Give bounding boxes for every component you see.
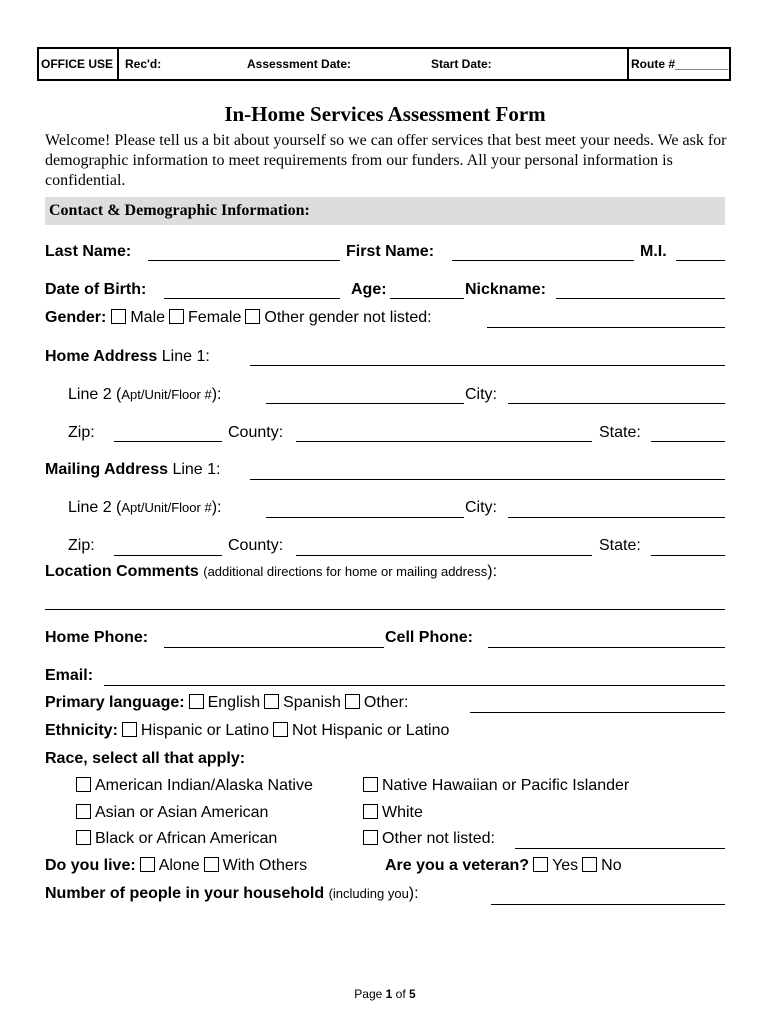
ethnicity-label: Ethnicity: [45,722,118,739]
veteran-label: Are you a veteran? [385,857,530,874]
mailing-zip-field[interactable] [114,555,222,556]
home-state-label: State: [599,424,641,441]
household-end: ): [408,885,419,902]
veteran-yes-checkbox[interactable] [533,857,548,872]
office-fields [119,49,627,79]
race-label: Race, select all that apply: [45,750,246,767]
mailing-state-field[interactable] [651,555,725,556]
do-you-live-label: Do you live: [45,857,136,874]
mailing-county-label: County: [228,537,284,554]
gender-female-label: Female [188,309,242,326]
mailing-city-field[interactable] [508,517,725,518]
veteran-no-label: No [601,857,622,874]
race-other-checkbox[interactable] [363,830,378,845]
mailing-line2-end: ): [211,499,222,516]
race-white-checkbox[interactable] [363,804,378,819]
of-word: of [395,987,406,1001]
race-aian-checkbox[interactable] [76,777,91,792]
race-black-row [72,830,277,848]
race-white-label: White [382,804,423,821]
home-address-label: Home Address [45,348,158,365]
nickname-label: Nickname: [465,281,546,298]
home-phone-field[interactable] [164,647,384,648]
last-name-field[interactable] [148,260,340,261]
mailing-line2-label: Line 2 ( [68,499,122,516]
race-nhpi-checkbox[interactable] [363,777,378,792]
home-county-label: County: [228,424,284,441]
race-nhpi-row [359,777,629,795]
mailing-line2-row [68,499,221,517]
home-address-row [45,348,210,366]
household-label: Number of people in your household [45,885,325,902]
location-comments-field[interactable] [45,609,725,610]
primary-language-row [45,694,408,712]
race-black-label: Black or African American [95,830,278,847]
office-use-table [37,47,731,81]
age-label: Age: [351,281,387,298]
home-phone-label: Home Phone: [45,629,149,646]
location-comments-end: ): [487,563,498,580]
ethnicity-row [45,722,449,740]
nickname-field[interactable] [556,298,725,299]
mailing-line1-label: Line 1: [172,461,221,478]
home-line2-field[interactable] [266,403,464,404]
home-zip-label: Zip: [68,424,95,441]
email-label: Email: [45,667,94,684]
live-row [45,857,307,875]
race-asian-checkbox[interactable] [76,804,91,819]
start-date-label: Start Date: [431,57,492,71]
home-line2-end: ): [211,386,222,403]
race-aian-label: American Indian/Alaska Native [95,777,313,794]
first-name-field[interactable] [452,260,634,261]
gender-row [45,309,432,327]
primary-language-label: Primary language: [45,694,185,711]
last-name-label: Last Name: [45,243,132,260]
live-others-checkbox[interactable] [204,857,219,872]
household-row [45,885,419,903]
mi-field[interactable] [676,260,725,261]
eth-not-hispanic-checkbox[interactable] [273,722,288,737]
section-header: Contact & Demographic Information: [45,197,725,225]
cell-phone-field[interactable] [488,647,725,648]
gender-male-label: Male [130,309,166,326]
home-city-label: City: [465,386,497,403]
live-others-label: With Others [222,857,308,874]
race-other-field[interactable] [515,848,725,849]
location-comments-sub: (additional directions for home or mailing address [203,564,488,579]
eth-hispanic-checkbox[interactable] [122,722,137,737]
veteran-row [385,857,622,875]
mailing-address-label: Mailing Address [45,461,168,478]
home-city-field[interactable] [508,403,725,404]
race-asian-label: Asian or Asian American [95,804,269,821]
page-total: 5 [409,987,416,1001]
lang-english-label: English [207,694,261,711]
home-line2-sub: Apt/Unit/Floor # [121,387,212,402]
page-footer [0,987,770,1001]
mailing-zip-label: Zip: [68,537,95,554]
lang-english-checkbox[interactable] [189,694,204,709]
gender-male-checkbox[interactable] [111,309,126,324]
form-title: In-Home Services Assessment Form [224,102,546,126]
home-county-field[interactable] [296,441,592,442]
home-line1-label: Line 1: [161,348,210,365]
race-other-label: Other not listed: [382,830,495,847]
lang-other-label: Other: [363,694,409,711]
mailing-line2-field[interactable] [266,517,464,518]
veteran-no-checkbox[interactable] [582,857,597,872]
recd-label: Rec'd: [125,57,162,71]
home-line2-label: Line 2 ( [68,386,122,403]
mailing-county-field[interactable] [296,555,592,556]
live-alone-label: Alone [158,857,200,874]
gender-female-checkbox[interactable] [169,309,184,324]
age-field[interactable] [390,298,464,299]
mailing-line2-sub: Apt/Unit/Floor # [121,500,212,515]
assessment-date-label: Assessment Date: [247,57,352,71]
race-other-row [359,830,495,848]
cell-phone-label: Cell Phone: [385,629,474,646]
location-comments-label: Location Comments [45,563,199,580]
veteran-yes-label: Yes [552,857,579,874]
home-state-field[interactable] [651,441,725,442]
race-white-row [359,804,423,822]
mi-label: M.I. [640,243,667,260]
page-word: Page [354,987,383,1001]
lang-spanish-label: Spanish [283,694,341,711]
mailing-line1-field[interactable] [250,479,725,480]
lang-spanish-checkbox[interactable] [264,694,279,709]
gender-label: Gender: [45,309,107,326]
household-sub: (including you [328,886,409,901]
intro-text: Welcome! Please tell us a bit about yourself so we can offer services that best meet your needs. We ask for demographic information to meet requirements from our funders. All your personal information is confidential. [45,132,727,189]
race-aian-row [72,777,313,795]
eth-not-hispanic-label: Not Hispanic or Latino [291,722,450,739]
home-zip-field[interactable] [114,441,222,442]
page-number: 1 [385,987,393,1001]
gender-other-label: Other gender not listed: [264,309,432,326]
gender-other-checkbox[interactable] [245,309,260,324]
household-field[interactable] [491,904,725,905]
live-alone-checkbox[interactable] [140,857,155,872]
mailing-state-label: State: [599,537,641,554]
dob-label: Date of Birth: [45,281,147,298]
race-nhpi-label: Native Hawaiian or Pacific Islander [382,777,630,794]
home-line2-row [68,386,221,404]
first-name-label: First Name: [346,243,435,260]
location-comments-row [45,563,497,581]
office-use-label: OFFICE USE [39,49,119,79]
dob-field[interactable] [164,298,340,299]
email-field[interactable] [104,685,725,686]
mailing-address-row [45,461,220,479]
mailing-city-label: City: [465,499,497,516]
lang-other-checkbox[interactable] [345,694,360,709]
lang-other-field[interactable] [470,712,725,713]
eth-hispanic-label: Hispanic or Latino [140,722,269,739]
route-label: Route #________ [627,49,729,79]
gender-other-field[interactable] [487,327,725,328]
race-black-checkbox[interactable] [76,830,91,845]
home-line1-field[interactable] [250,365,725,366]
race-asian-row [72,804,268,822]
